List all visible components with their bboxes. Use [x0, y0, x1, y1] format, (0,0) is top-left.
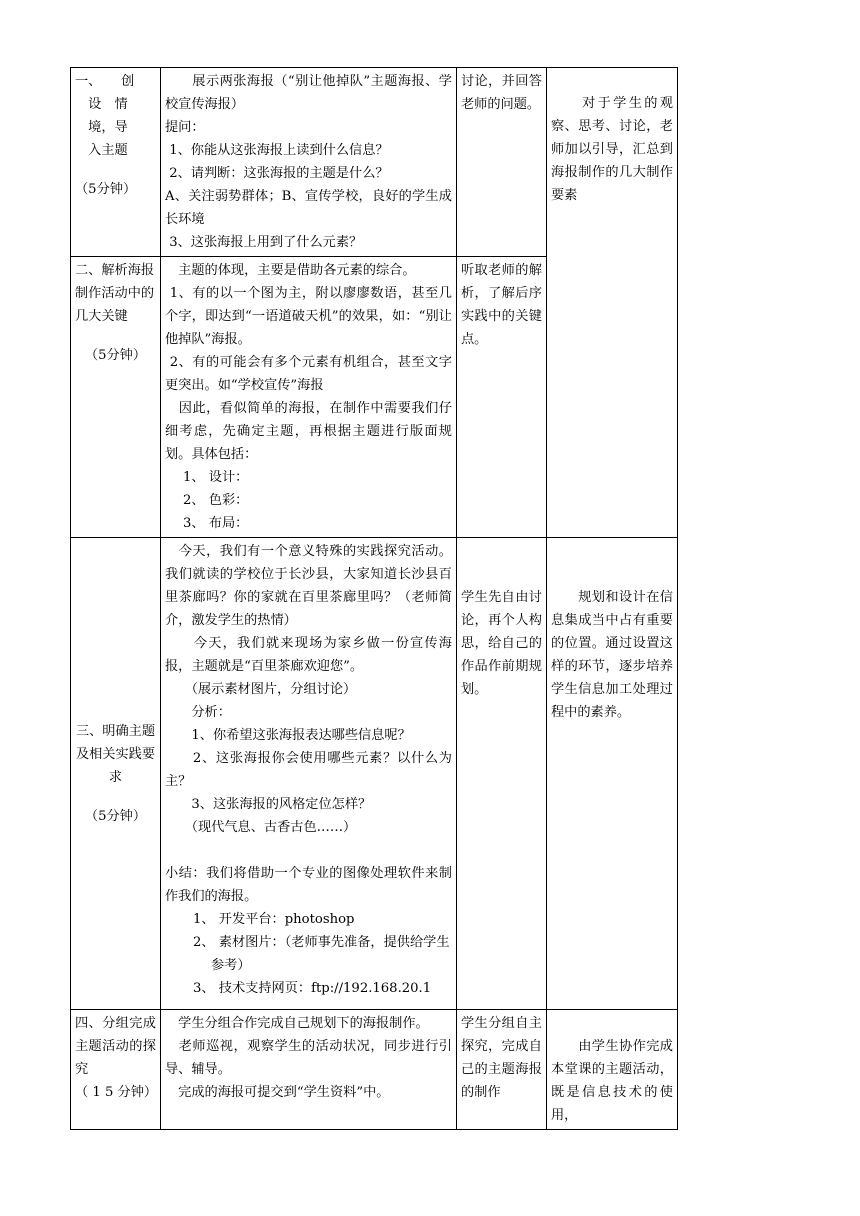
stage-title: 四、分组完成主题活动的探究	[75, 1016, 156, 1077]
list-item: 1、 设计：	[183, 470, 249, 485]
table-row	[71, 68, 678, 257]
content-para: 学生分组合作完成自己规划下的海报制作。	[165, 1016, 429, 1031]
student-activity-text: 听取老师的解析，了解后序实践中的关键点。	[461, 263, 542, 347]
list-item: 1、 开发平台：photoshop	[193, 912, 355, 927]
content-para: 今天，我们有一个意义特殊的实践探究活动。我们就读的学校位于长沙县，大家知道长沙县百里茶廊吗？你的家就在百里茶廊里吗？（老师简介，激发学生的热情）	[165, 544, 452, 628]
stage-title: 二、解析海报制作活动中的几大关键	[75, 263, 155, 324]
stage-cell	[71, 68, 161, 257]
design-intent-text: 规划和设计在信息集成当中占有重要的位置。通过设置这样的环节，逐步培养学生信息加工处理过程中的素养。	[551, 590, 673, 720]
content-para: 3、这张海报的风格定位怎样？	[165, 797, 372, 812]
content-cell	[161, 257, 457, 538]
list-item: 2、 素材图片：（老师事先准备，提供给学生参考）	[193, 935, 450, 973]
stage-cell	[71, 538, 161, 1010]
stage-line: 入主题	[75, 143, 128, 158]
stage-line: 一、 创	[75, 74, 135, 89]
content-para: 3、这张海报上用到了什么元素？	[165, 235, 363, 250]
content-para: A、关注弱势群体；B、宣传学校，良好的学生成长环境	[165, 189, 452, 227]
content-para: 1、你能从这张海报上读到什么信息？	[165, 143, 389, 158]
lesson-plan-table	[70, 67, 678, 1130]
design-intent-cell	[547, 68, 678, 538]
content-para: 今天，我们就来现场为家乡做一份宣传海报，主题就是“百里茶廊欢迎您”。	[165, 636, 452, 674]
content-para: 因此，看似简单的海报，在制作中需要我们仔细考虑，先确定主题，再根据主题进行版面规划。具体包括：	[165, 401, 452, 462]
summary-text: 小结：我们将借助一个专业的图像处理软件来制作我们的海报。	[165, 866, 452, 904]
list-item: 3、 技术支持网页：ftp://192.168.20.1	[193, 981, 432, 996]
student-activity-cell	[457, 68, 547, 257]
student-activity-cell	[457, 1010, 547, 1130]
stage-cell	[71, 1010, 161, 1130]
content-para: （展示素材图片，分组讨论）	[165, 682, 357, 697]
student-activity-text: 讨论，并回答老师的问题。	[461, 74, 542, 112]
stage-time: （5分钟）	[84, 808, 147, 824]
design-intent-text: 对于学生的观察、思考、讨论，老师加以引导，汇总到海报制作的几大制作要素	[551, 96, 673, 203]
student-activity-cell	[457, 257, 547, 538]
table-row	[71, 1010, 678, 1130]
content-para: 老师巡视，观察学生的活动状况，同步进行引导、辅导。	[165, 1039, 452, 1077]
stage-cell	[71, 257, 161, 538]
stage-time: （5分钟）	[75, 182, 137, 197]
student-activity-cell	[457, 538, 547, 1010]
content-para: 分析：	[165, 705, 231, 720]
table-row	[71, 538, 678, 1010]
content-para: 完成的海报可提交到“学生资料”中。	[165, 1085, 390, 1100]
stage-title: 三、明确主题及相关实践要求	[75, 723, 156, 785]
list-item: 2、 色彩：	[183, 493, 249, 508]
content-para: 1、你希望这张海报表达哪些信息呢？	[165, 728, 411, 743]
stage-line: 境，导	[75, 120, 128, 135]
content-para: 2、这张海报你会使用哪些元素？以什么为主？	[165, 751, 452, 789]
content-para: 主题的体现，主要是借助各元素的综合。	[165, 263, 416, 278]
content-para: 2、请判断：这张海报的主题是什么？	[165, 166, 389, 181]
stage-time: （ 1 5 分钟）	[75, 1085, 158, 1100]
content-para: 展示两张海报（“别让他掉队”主题海报、学校宣传海报）	[165, 74, 452, 112]
stage-line: 设 情	[75, 97, 128, 112]
design-intent-cell	[547, 538, 678, 1010]
design-intent-cell	[547, 1010, 678, 1130]
content-para: 1、有的以一个图为主，附以廖廖数语，甚至几个字，即达到“一语道破天机”的效果，如：“别让他掉队”海报。	[165, 286, 452, 347]
stage-time: （5分钟）	[84, 348, 147, 363]
content-para: 提问：	[165, 120, 205, 135]
student-activity-text: 学生分组自主探究，完成自己的主题海报的制作	[461, 1016, 542, 1100]
design-intent-text: 由学生协作完成本堂课的主题活动，既是信息技术的使用，	[551, 1039, 673, 1123]
content-para: 2、有的可能会有多个元素有机组合，甚至文字更突出。如“学校宣传”海报	[165, 355, 452, 393]
student-activity-text: 学生先自由讨论，再个人构思，给自己的作品作前期规划。	[461, 590, 542, 697]
content-cell	[161, 1010, 457, 1130]
content-cell	[161, 538, 457, 1010]
list-item: 3、 布局：	[183, 516, 249, 531]
content-cell	[161, 68, 457, 257]
content-para: （现代气息、古香古色……）	[165, 820, 357, 835]
